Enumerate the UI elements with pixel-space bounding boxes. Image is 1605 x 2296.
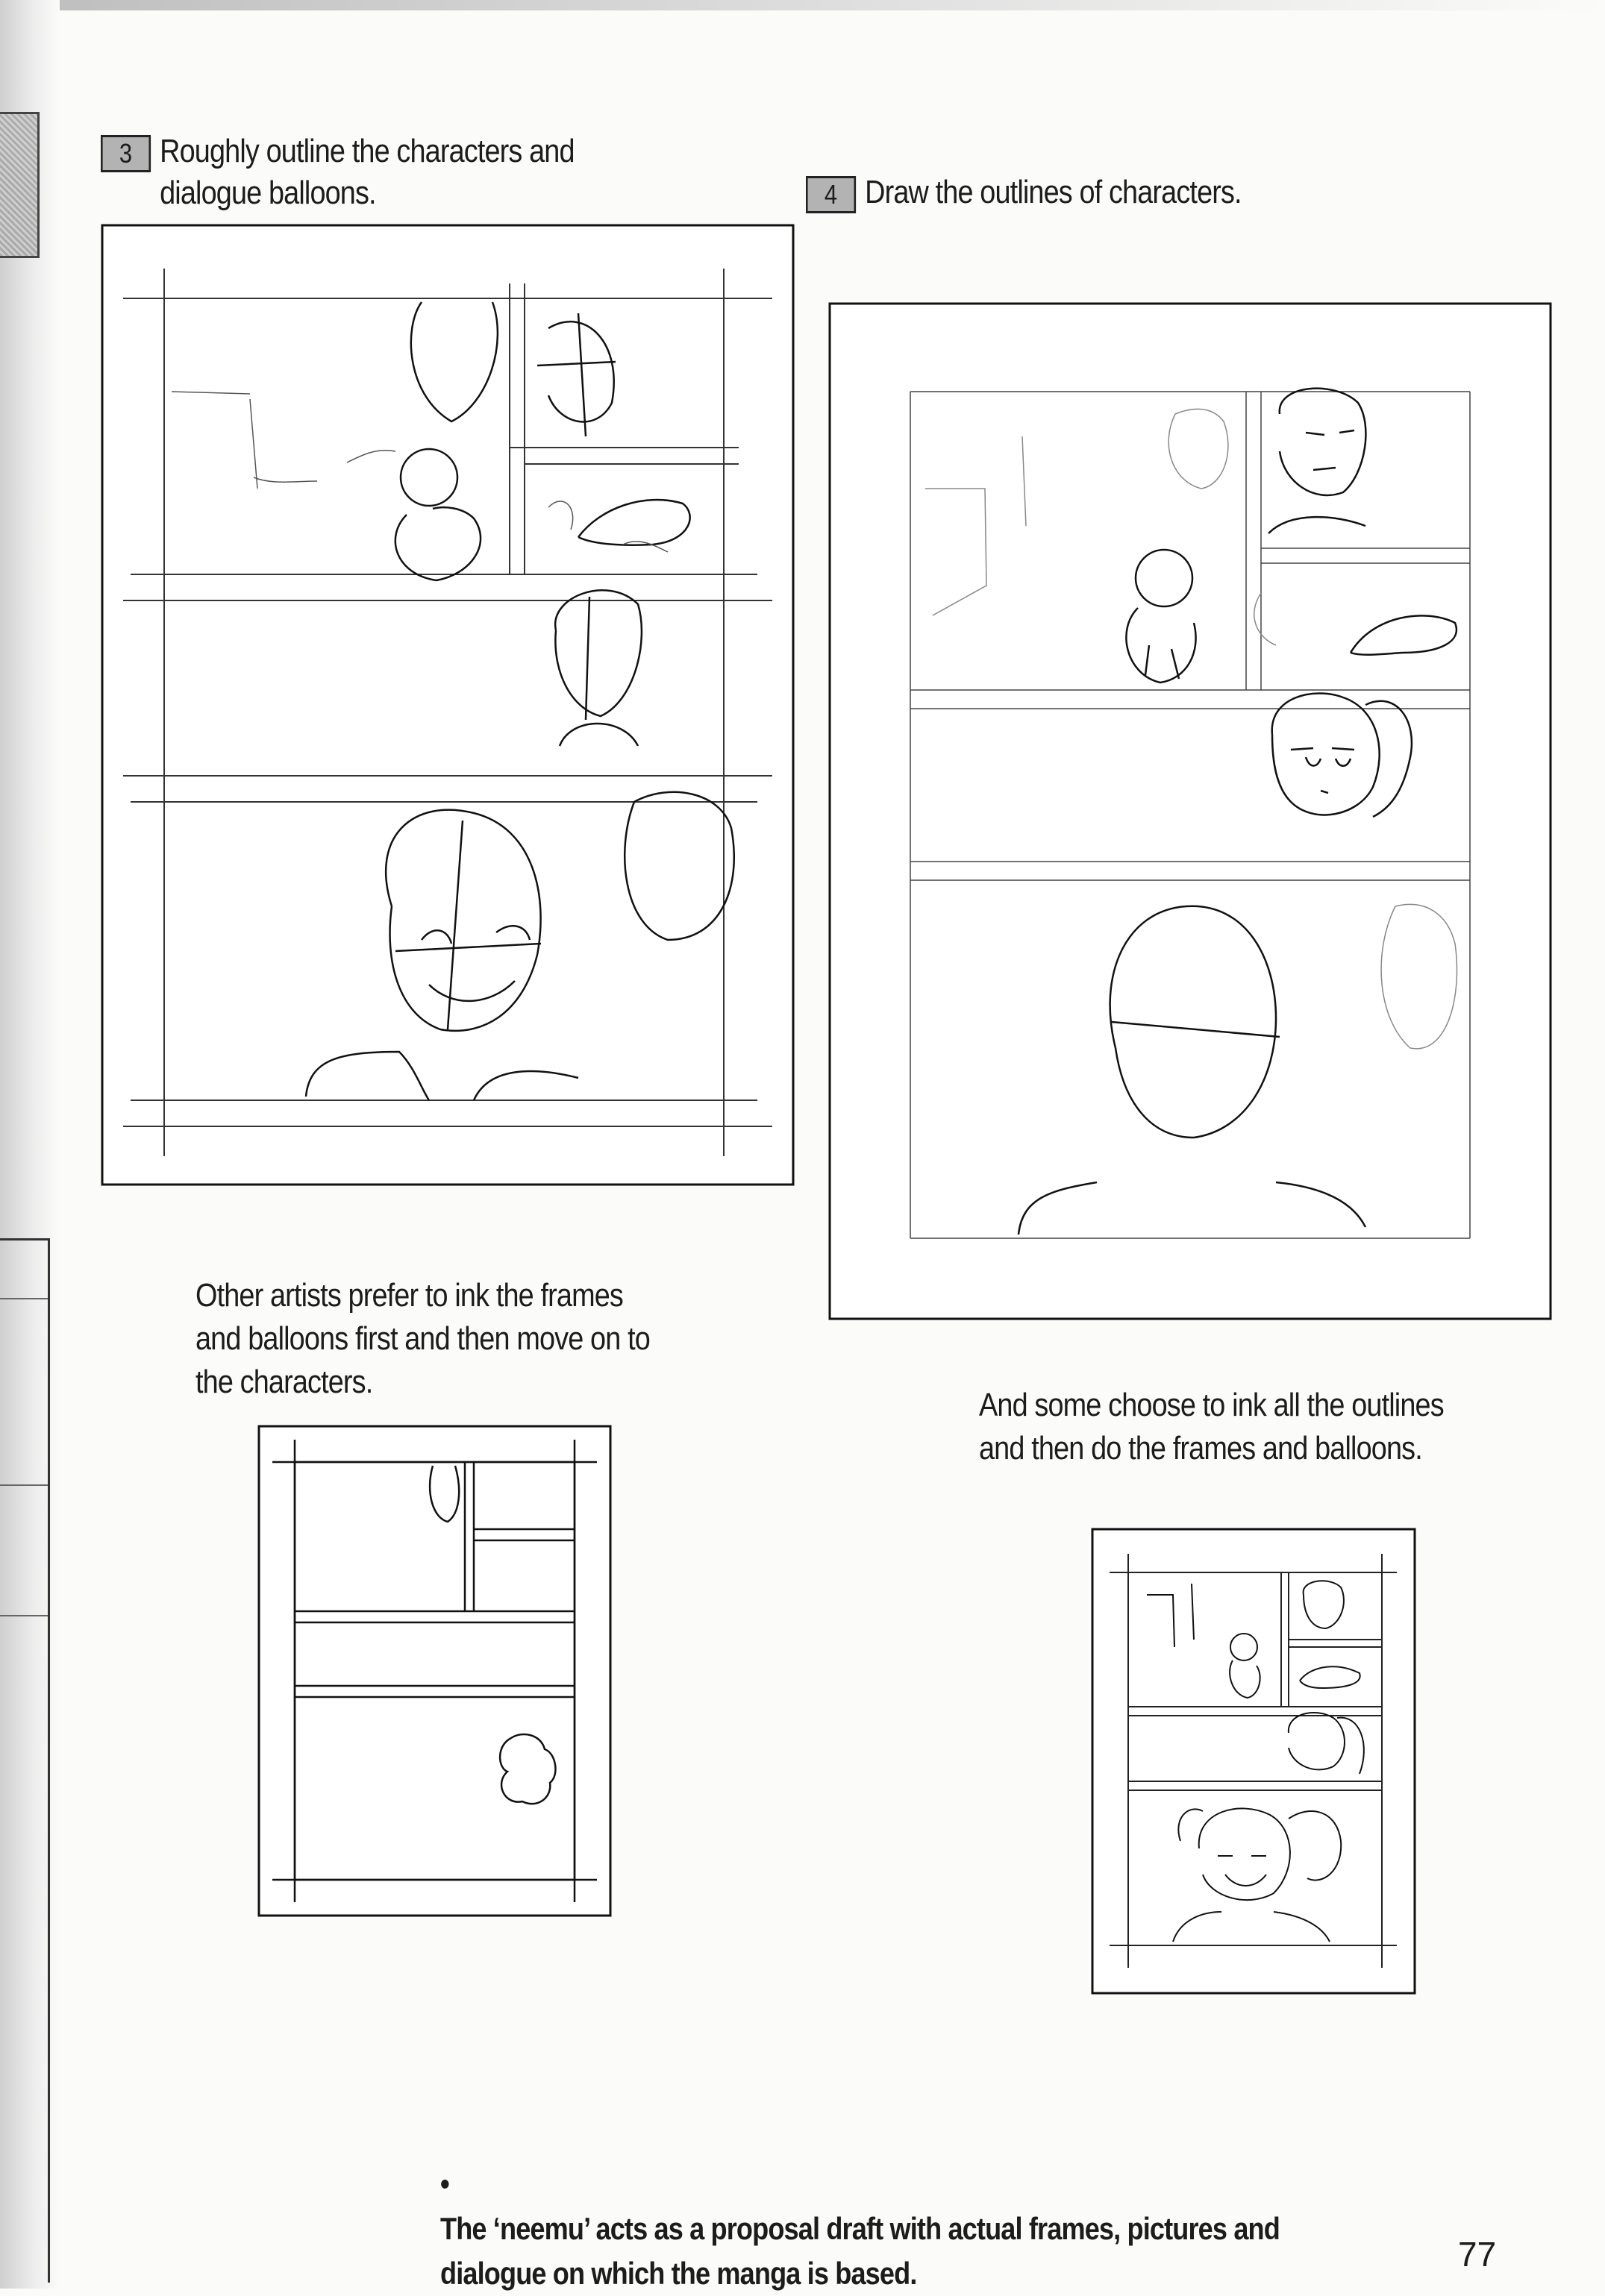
page-number: 77 [1458,2235,1497,2274]
adjacent-page-rule [0,1484,49,1486]
step-3-heading [101,131,575,214]
ink-outlines-first-caption: And some choose to ink all the outlines and then do the frames and balloons. [979,1387,1444,1467]
adjacent-page-rule [0,1615,49,1616]
chapter-tab [0,112,40,258]
page-top-edge [0,0,1605,10]
step-3-rough-sketch-illustration [101,224,795,1186]
ink-frames-first-caption: Other artists prefer to ink the frames and balloons first and then move on to the characters. [195,1277,650,1400]
step-description: Roughly outline the characters and dialogue balloons. [160,133,575,211]
inked-frames-and-balloons-illustration [257,1425,612,1917]
adjacent-page-edge [0,1238,49,1240]
step-number-badge: 4 [806,176,856,213]
step-description: Draw the outlines of characters. [865,174,1242,210]
step-4-character-outlines-illustration [828,302,1552,1320]
neemu-note-text: The ‘neemu’ acts as a proposal draft with actual frames, pictures and dialogue on which the manga is based. [440,2211,1280,2291]
inked-outlines-illustration [1091,1528,1416,1995]
book-spine-shadow [0,0,60,2289]
neemu-note [440,2117,1280,2296]
bullet-point: • [440,2166,449,2201]
adjacent-page-rule [0,1298,49,1299]
step-number-badge: 3 [101,135,151,172]
step-4-heading [806,172,1242,213]
adjacent-page-border [48,1238,50,2283]
